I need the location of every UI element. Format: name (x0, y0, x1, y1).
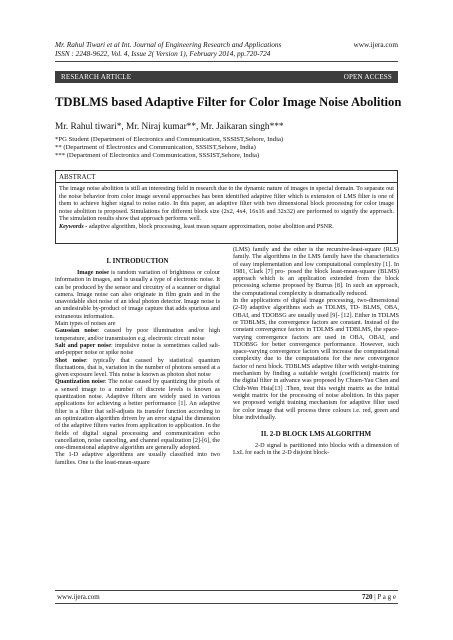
section-2d-block-lms-heading: II. 2-D BLOCK LMS ALGORITHM (260, 430, 372, 439)
intro-text: is random variation of brightness or colour information in images, and is usually a type of electronic noise. It can be produced by the sensor and circuitry of a scanner or digital camera. Image noise can also originate in film grain and in the unavoidable shot noise of an ideal photon detector. Image noise is an undesirable by-product of image capture that adds spurious and extraneous information. (55, 269, 220, 320)
running-header (55, 40, 398, 58)
paper-authors: Mr. Rahul tiwari*, Mr. Niraj kumar**, Mr. Jaikaran singh*** (55, 122, 284, 132)
quantization-text: : The noise caused by quantizing the pixels of a sensed image to a number of discrete levels is known as quantization noise. Adaptive filters are widely used in various applications for achieving a better performance [1]. An adaptive filter is a filter that self-adjusts its transfer function according to an optimization algorithm driven by an error signal the dimension of the adaptive filters varies from application to application. In the fields of digital signal processing and communication echo cancellation, noise canceling, and channel equalization [2]-[6], the one-dimensional adaptive algorithm are generally adopted. (55, 378, 220, 452)
page-number-value: 720 (362, 593, 373, 601)
salt-noise-item (55, 342, 220, 357)
lms-family-paragraph: (LMS) family and the other is the recursive-least-square (RLS) family. The algorithms in the LMS family have the characteristics of easy implementation and low computational complexity [1]. In 1981, Clark [7] pro- posed the block least-mean-square (BLMS) approach which is an application extended from the block processing scheme proposed by Burrus [8]. In such an approach, the computational complexity is dramatically reduced. (233, 246, 399, 297)
keywords-label: Keywords - (59, 223, 88, 230)
affiliations (55, 136, 398, 160)
term-image-noise: Image noise (77, 269, 109, 276)
header-site-link[interactable]: www.ijera.com (353, 40, 398, 49)
abstract-rule (56, 182, 397, 183)
footer-site-link[interactable]: www.ijera.com (57, 593, 100, 601)
banner-open-access: OPEN ACCESS (343, 73, 392, 81)
paper-title: TDBLMS based Adaptive Filter for Color Image Noise Abolition (55, 95, 402, 109)
intro-paragraph (55, 269, 220, 320)
affiliation-1: *PG Student (Department of Electronics and Communication, SSSIST,Sehore, India) (55, 136, 284, 143)
image-processing-paragraph: In the applications of digital image processing, two-dimensional (2-D) adaptive algorithms such as TDLMS, TD- BLMS, OBA, OBAI, and TDOBSG are usually used [9]- [12]. Either in TDLMS or TDBLMS, the convergence factors are constant. Instead of the constant convergence factors in TDLMS and TDBLMS, the space-varying convergence factors are used in OBA, OBAI, and TDOBSG for better convergence performance. However, such space-varying convergence factors will increase the computational complexity due to the computations for the new convergence factor of next block. TDBLMS adaptive filter with weight-training mechanism by finding a suitable weight (coefficient) matrix for the digital filter in advance was proposed by Chuen-Yau Chen and Chih-Wen Hsia[13] .Then, treat this weight matrix as the initial weight matrix for the processing of noise abolition. In this paper we proposed weight training mechanism for adaptive filter used for color image that will process three colours i.e. red, green and blue individually. (233, 297, 399, 421)
term-gaussian: Gaussian noise (55, 327, 98, 335)
page-footer (55, 590, 398, 604)
block-lms-paragraph: 2-D signal is partitioned into blocks with a dimension of LxL for each in the 2-D disjoint block- (233, 442, 399, 457)
salt-text: : impulsive noise is sometimes called salt-and-pepper noise or spike noise (55, 341, 220, 357)
term-shot: Shot noise (55, 356, 86, 364)
issn-line: ISSN : 2248-9622, Vol. 4, Issue 2( Version 1), February 2014, pp.720-724 (55, 49, 271, 58)
keywords (59, 223, 394, 231)
page-label: | P a g e (372, 593, 396, 601)
adaptive-families-paragraph: The 1-D adaptive algorithms are usually classified into two families. One is the least-mean-square (55, 451, 220, 466)
keywords-text: adaptive algorithm, block processing, least mean square approximation, noise abolition and PSNR. (87, 223, 334, 230)
journal-line: Mr. Rahul Tiwari et al Int. Journal of Engineering Research and Applications (55, 40, 282, 49)
article-banner (55, 71, 398, 83)
noise-types-line: Main types of noises are (55, 320, 116, 328)
page-number (362, 591, 396, 604)
header-rule (55, 61, 398, 62)
gaussian-text: : caused by poor illumination and/or high temperature, and/or transmission e.g. electronic circuit noise (55, 327, 221, 342)
gaussian-noise-item (55, 327, 220, 342)
affiliation-2: ** (Department of Electronics and Communication, SSSIST,Sehore, India) (55, 144, 256, 152)
term-salt: Salt and paper noise (55, 341, 111, 349)
left-column (55, 256, 220, 466)
term-quantization: Quantization noise (55, 378, 105, 386)
right-column (233, 246, 399, 457)
banner-research-article: RESEARCH ARTICLE (61, 73, 132, 81)
section-introduction-heading: I. INTRODUCTION (106, 257, 169, 265)
shot-text: : typically that caused by statistical quantum fluctuations, that is, variation in the number of photons sensed at a given exposure level. This noise is known as photon shot noise (55, 356, 220, 379)
abstract-box (55, 170, 398, 244)
affiliation-3: *** (Department of Electronics and Communication, SSSIST,Sehore, India) (55, 152, 260, 160)
abstract-heading: ABSTRACT (59, 173, 96, 181)
abstract-text: The image noise abolition is still an interesting field in research due to the dynamic nature of images in special domain. To separate out the noise behavior from color image several approaches has been identified adaptive filter which is extension of LMS filter is one of them to achieve higher signal to noise ratio. In this paper, an adaptive filter with two dimensional block processing for color image noise abolition is proposed. Simulations for different block size (2x2, 4x4, 16x16 and 32x32) are performed to signify the approach. The simulation results show that approach performs well. (59, 185, 394, 222)
shot-noise-item (55, 357, 220, 379)
quantization-noise-item (55, 378, 220, 451)
